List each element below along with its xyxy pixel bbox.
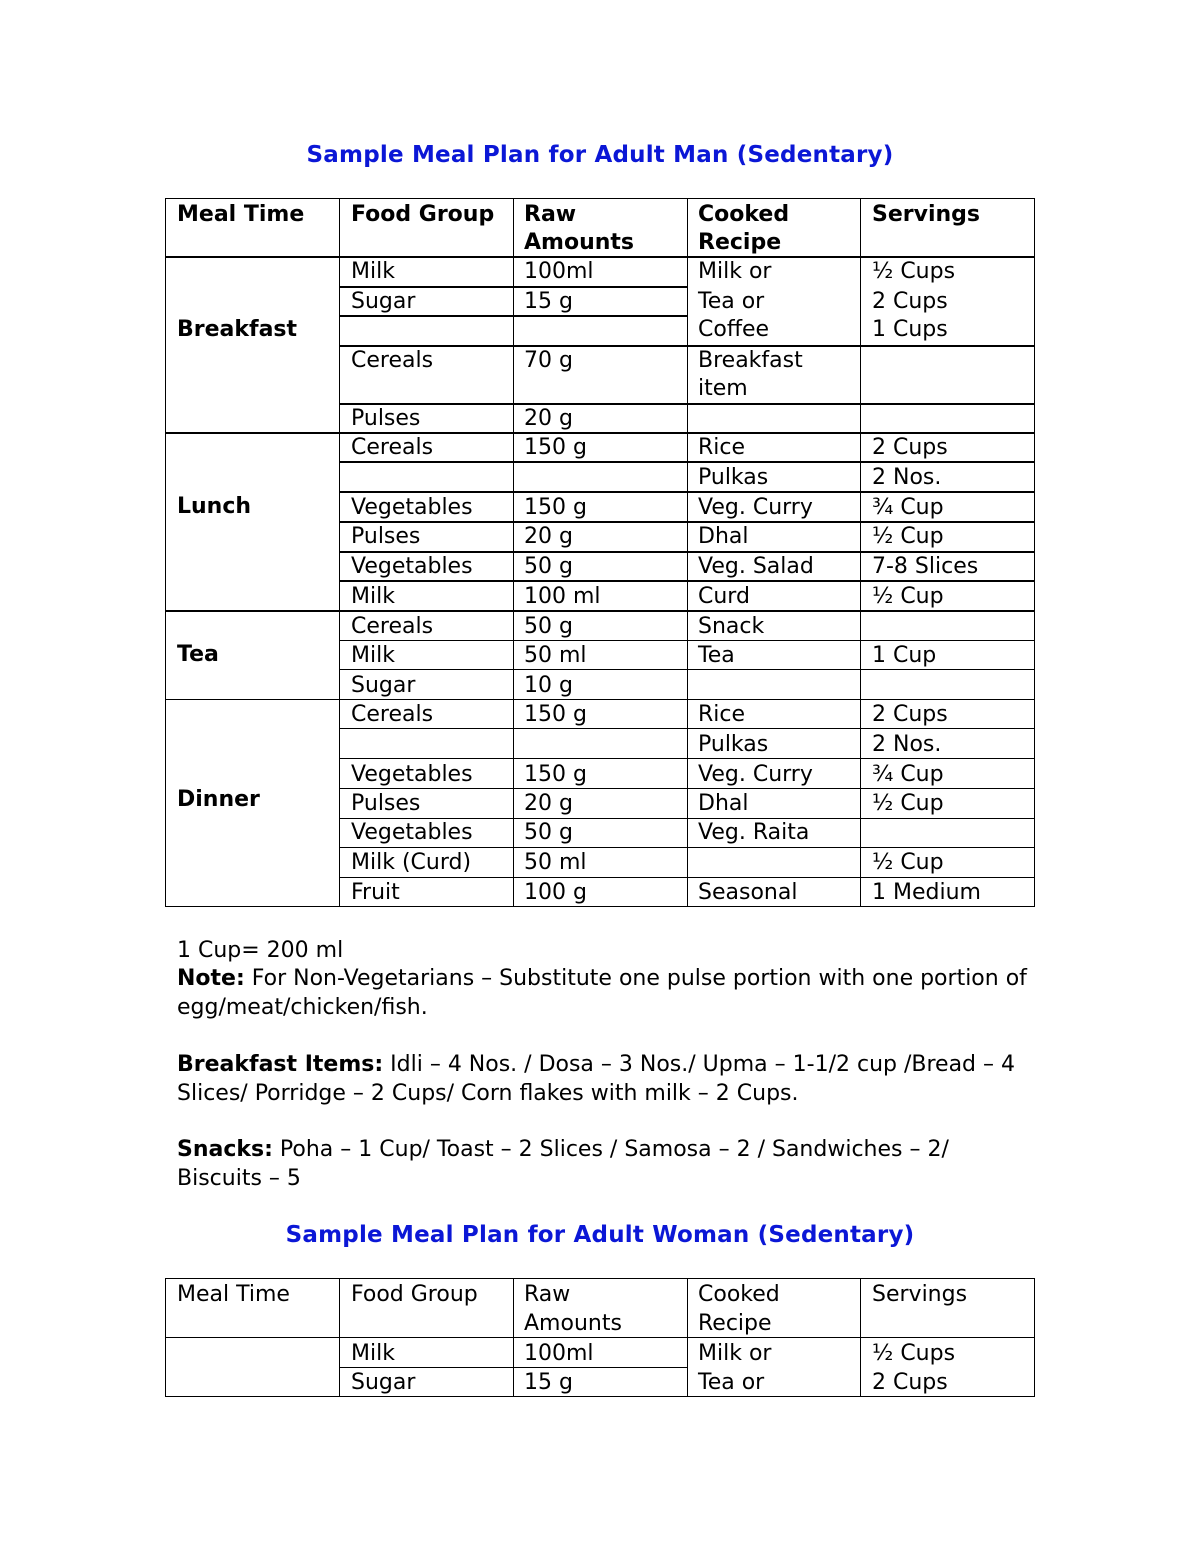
- page-title-man: Sample Meal Plan for Adult Man (Sedentary): [306, 142, 894, 168]
- man-row-serving-cell: 1 Cup: [872, 643, 937, 668]
- woman-header-cooked-recipe-2: Recipe: [698, 1311, 772, 1336]
- snacks-label: Snacks:: [177, 1137, 273, 1162]
- man-row-raw-cell: 10 g: [524, 673, 573, 698]
- man-row-recipe-cell: Milk or: [698, 259, 772, 284]
- note-label: Note:: [177, 966, 245, 991]
- man-row-serving-cell: ½ Cup: [872, 524, 944, 549]
- man-row-food-cell: Sugar: [351, 673, 416, 698]
- woman-header-cooked-recipe-1: Cooked: [698, 1282, 780, 1307]
- woman-header-servings: Servings: [872, 1282, 968, 1307]
- header-servings: Servings: [872, 202, 981, 227]
- man-row-recipe-cell: Rice: [698, 435, 746, 460]
- man-row-recipe-cell: Seasonal: [698, 880, 798, 905]
- woman-row-food-cell: Milk: [351, 1341, 395, 1366]
- man-row-serving-cell: ¾ Cup: [872, 762, 944, 787]
- woman-row-raw-cell: 100ml: [524, 1341, 594, 1366]
- breakfast-items-paragraph: [177, 1051, 1037, 1108]
- meal-tea: Tea: [177, 642, 219, 667]
- man-row-recipe-cell: Tea: [698, 643, 735, 668]
- header-cooked-recipe-1: Cooked: [698, 202, 790, 227]
- man-row-serving-cell: ½ Cup: [872, 850, 944, 875]
- man-row-serving-cell: ½ Cup: [872, 584, 944, 609]
- man-row-serving-cell: 2 Cups: [872, 702, 948, 727]
- man-row-serving-cell: 1 Cups: [872, 317, 948, 342]
- note-text: For Non-Vegetarians – Substitute one pulse portion with one portion of egg/meat/chicken/fish.: [177, 966, 1027, 1020]
- woman-row-recipe-cell: Milk or: [698, 1341, 772, 1366]
- man-row-food-cell: Cereals: [351, 348, 434, 373]
- woman-header-food-group: Food Group: [351, 1282, 478, 1307]
- meal-lunch: Lunch: [177, 494, 252, 519]
- man-row-recipe-cell: Veg. Raita: [698, 820, 810, 845]
- meal-dinner: Dinner: [177, 787, 260, 812]
- snacks-paragraph: [177, 1136, 1037, 1193]
- man-row-serving-cell: ¾ Cup: [872, 495, 944, 520]
- man-row-recipe-cell: Tea or: [698, 289, 765, 314]
- man-row-raw-cell: 20 g: [524, 406, 573, 431]
- man-row-raw-cell: 100 ml: [524, 584, 601, 609]
- man-row-serving-cell: 2 Cups: [872, 289, 948, 314]
- man-row-food-cell: Milk: [351, 584, 395, 609]
- woman-header-raw-amounts-1: Raw: [524, 1282, 571, 1307]
- man-row-raw-cell: 100ml: [524, 259, 594, 284]
- man-row-food-cell: Cereals: [351, 614, 434, 639]
- man-row-raw-cell: 50 ml: [524, 850, 587, 875]
- man-row-recipe-cell: Snack: [698, 614, 765, 639]
- man-row-raw-cell: 150 g: [524, 495, 587, 520]
- man-row-serving-cell: 7-8 Slices: [872, 554, 979, 579]
- man-row-food-cell: Milk: [351, 643, 395, 668]
- man-row-recipe-cell: Rice: [698, 702, 746, 727]
- man-row-food-cell: Sugar: [351, 289, 416, 314]
- man-row-food-cell: Milk: [351, 259, 395, 284]
- man-row-food-cell: Vegetables: [351, 554, 473, 579]
- man-row-recipe-cell: item: [698, 376, 748, 401]
- man-row-raw-cell: 150 g: [524, 435, 587, 460]
- man-row-raw-cell: 70 g: [524, 348, 573, 373]
- woman-row-food-cell: Sugar: [351, 1370, 416, 1395]
- woman-row-raw-cell: 15 g: [524, 1370, 573, 1395]
- man-row-food-cell: Vegetables: [351, 495, 473, 520]
- breakfast-items-label: Breakfast Items:: [177, 1052, 384, 1077]
- man-row-food-cell: Pulses: [351, 524, 421, 549]
- woman-row-serving-cell: ½ Cups: [872, 1341, 956, 1366]
- man-row-recipe-cell: Coffee: [698, 317, 770, 342]
- man-row-food-cell: Vegetables: [351, 820, 473, 845]
- man-row-raw-cell: 100 g: [524, 880, 587, 905]
- man-row-food-cell: Vegetables: [351, 762, 473, 787]
- man-row-raw-cell: 150 g: [524, 762, 587, 787]
- man-row-food-cell: Milk (Curd): [351, 850, 472, 875]
- woman-row-recipe-cell: Tea or: [698, 1370, 765, 1395]
- man-row-serving-cell: ½ Cup: [872, 791, 944, 816]
- man-row-raw-cell: 50 ml: [524, 643, 587, 668]
- woman-row-serving-cell: 2 Cups: [872, 1370, 948, 1395]
- man-row-recipe-cell: Pulkas: [698, 465, 769, 490]
- man-row-recipe-cell: Dhal: [698, 791, 749, 816]
- note-paragraph: [177, 965, 1037, 1022]
- man-row-raw-cell: 50 g: [524, 554, 573, 579]
- man-row-food-cell: Cereals: [351, 435, 434, 460]
- header-food-group: Food Group: [351, 202, 495, 227]
- meal-breakfast: Breakfast: [177, 317, 298, 342]
- man-row-raw-cell: 20 g: [524, 524, 573, 549]
- man-row-food-cell: Pulses: [351, 406, 421, 431]
- page-title-woman: Sample Meal Plan for Adult Woman (Sedentary): [285, 1222, 915, 1248]
- man-row-raw-cell: 150 g: [524, 702, 587, 727]
- woman-header-raw-amounts-2: Amounts: [524, 1311, 622, 1336]
- man-row-recipe-cell: Veg. Salad: [698, 554, 814, 579]
- man-row-serving-cell: 2 Nos.: [872, 465, 942, 490]
- man-row-food-cell: Pulses: [351, 791, 421, 816]
- man-row-recipe-cell: Pulkas: [698, 732, 769, 757]
- man-row-food-cell: Fruit: [351, 880, 400, 905]
- header-meal-time: Meal Time: [177, 202, 305, 227]
- man-row-recipe-cell: Veg. Curry: [698, 762, 813, 787]
- man-row-serving-cell: ½ Cups: [872, 259, 956, 284]
- man-row-serving-cell: 2 Nos.: [872, 732, 942, 757]
- cup-note: 1 Cup= 200 ml: [177, 938, 344, 963]
- man-row-recipe-cell: Curd: [698, 584, 750, 609]
- header-raw-amounts-2: Amounts: [524, 230, 634, 255]
- header-cooked-recipe-2: Recipe: [698, 230, 782, 255]
- man-row-recipe-cell: Veg. Curry: [698, 495, 813, 520]
- man-row-recipe-cell: Breakfast: [698, 348, 803, 373]
- man-row-serving-cell: 2 Cups: [872, 435, 948, 460]
- man-row-recipe-cell: Dhal: [698, 524, 749, 549]
- man-row-serving-cell: 1 Medium: [872, 880, 981, 905]
- snacks-text: Poha – 1 Cup/ Toast – 2 Slices / Samosa – 2 / Sandwiches – 2/ Biscuits – 5: [177, 1137, 949, 1191]
- man-row-raw-cell: 50 g: [524, 614, 573, 639]
- man-row-raw-cell: 50 g: [524, 820, 573, 845]
- header-raw-amounts-1: Raw: [524, 202, 577, 227]
- woman-header-meal-time: Meal Time: [177, 1282, 290, 1307]
- man-row-food-cell: Cereals: [351, 702, 434, 727]
- man-row-raw-cell: 20 g: [524, 791, 573, 816]
- man-row-raw-cell: 15 g: [524, 289, 573, 314]
- breakfast-items-text: Idli – 4 Nos. / Dosa – 3 Nos./ Upma – 1-1/2 cup /Bread – 4 Slices/ Porridge – 2 Cups/ Corn flakes with milk – 2 Cups.: [177, 1052, 1016, 1106]
